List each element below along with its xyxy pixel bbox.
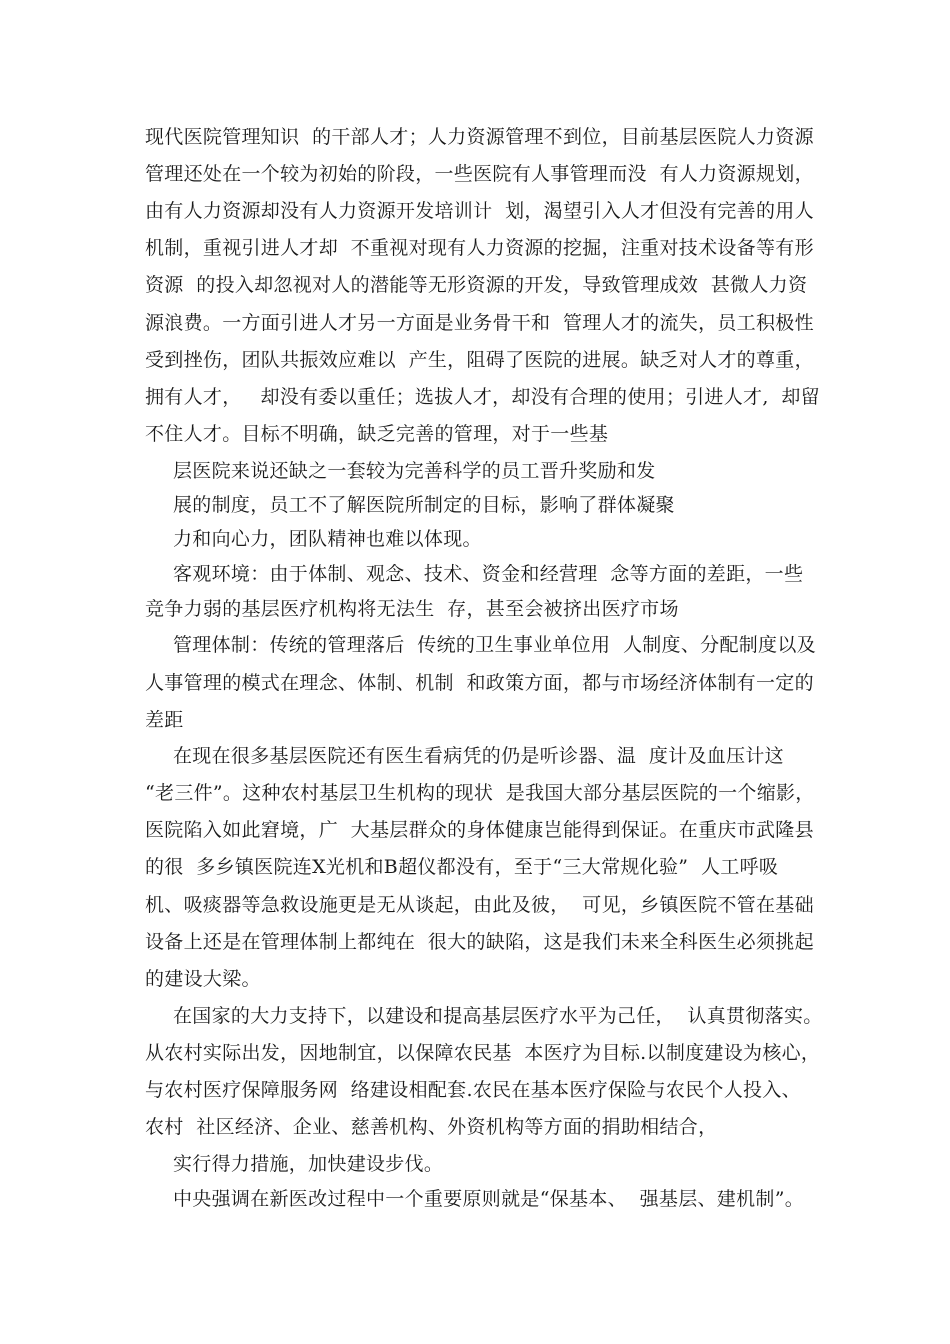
text-line: 受到挫伤，团队共振效应难以 产生，阻碍了医院的进展。缺乏对人才的尊重，: [145, 349, 814, 371]
text-line: 人事管理的模式在理念、体制、机制 和政策方面，都与市场经济体制有一定的: [145, 672, 814, 694]
text-line: 展的制度，员工不了解医院所制定的目标，影响了群体凝聚: [173, 494, 675, 516]
text-line: 机制，重视引进人才却 不重视对现有人力资源的挖掘，注重对技术设备等有形: [145, 237, 814, 259]
text-line: 与农村医疗保障服务网 络建设相配套.农民在基本医疗保险与农民个人投入、: [145, 1079, 801, 1101]
text-line: 层医院来说还缺之一套较为完善科学的员工晋升奖励和发: [173, 460, 656, 482]
text-line: 管理体制：传统的管理落后 传统的卫生事业单位用 人制度、分配制度以及: [173, 634, 816, 656]
text-line: 不住人才。目标不明确，缺乏完善的管理，对于一些基: [145, 423, 609, 445]
text-line: 的建设大梁。: [145, 968, 261, 990]
text-line: 客观环境：由于体制、观念、技术、资金和经营理 念等方面的差距，一些: [173, 563, 804, 585]
text-line: 拥有人才， 却没有委以重任；选拔人才，却没有合理的使用；引进人才, 却留: [145, 386, 820, 408]
text-line: 管理还处在一个较为初始的阶段，一些医院有人事管理而没 有人力资源规划，: [145, 163, 814, 185]
text-line: 现代医院管理知识 的干部人才；人力资源管理不到位，目前基层医院人力资源: [145, 126, 814, 148]
text-line: 设备上还是在管理体制上都纯在 很大的缺陷，这是我们未来全科医生必须挑起: [145, 931, 814, 953]
text-line: 中央强调在新医改过程中一个重要原则就是“保基本、 强基层、建机制”。: [173, 1188, 805, 1210]
text-line: “老三件”。这种农村基层卫生机构的现状 是我国大部分基层医院的一个缩影，: [145, 782, 815, 804]
text-line: 机、吸痰器等急救设施更是无从谈起，由此及彼， 可见，乡镇医院不管在基础: [145, 894, 814, 916]
text-line: 在国家的大力支持下，以建设和提高基层医疗水平为己任， 认真贯彻落实。: [173, 1005, 823, 1027]
text-line: 从农村实际出发，因地制宜，以保障农民基 本医疗为目标.以制度建设为核心，: [145, 1042, 821, 1064]
text-line: 在现在很多基层医院还有医生看病凭的仍是听诊器、温 度计及血压计这: [173, 745, 784, 767]
text-line: 竞争力弱的基层医疗机构将无法生 存，甚至会被挤出医疗市场: [145, 598, 679, 620]
text-line: 实行得力措施，加快建设步伐。: [173, 1153, 444, 1175]
text-line: 由有人力资源却没有人力资源开发培训计 划，渴望引入人才但没有完善的用人: [145, 200, 814, 222]
text-line: 农村 社区经济、企业、慈善机构、外资机构等方面的捐助相结合，: [145, 1116, 718, 1138]
text-line: 资源 的投入却忽视对人的潜能等无形资源的开发，导致管理成效 甚微人力资: [145, 274, 808, 296]
text-line: 差距: [145, 709, 184, 731]
text-line: 源浪费。一方面引进人才另一方面是业务骨干和 管理人才的流失，员工积极性: [145, 312, 814, 334]
text-line: 的很 多乡镇医院连X光机和B超仪都没有，至于“三大常规化验” 人工呼吸: [145, 856, 779, 878]
text-line: 力和向心力，团队精神也难以体现。: [173, 528, 482, 550]
text-line: 医院陷入如此窘境，广 大基层群众的身体健康岂能得到保证。在重庆市武隆县: [145, 819, 814, 841]
